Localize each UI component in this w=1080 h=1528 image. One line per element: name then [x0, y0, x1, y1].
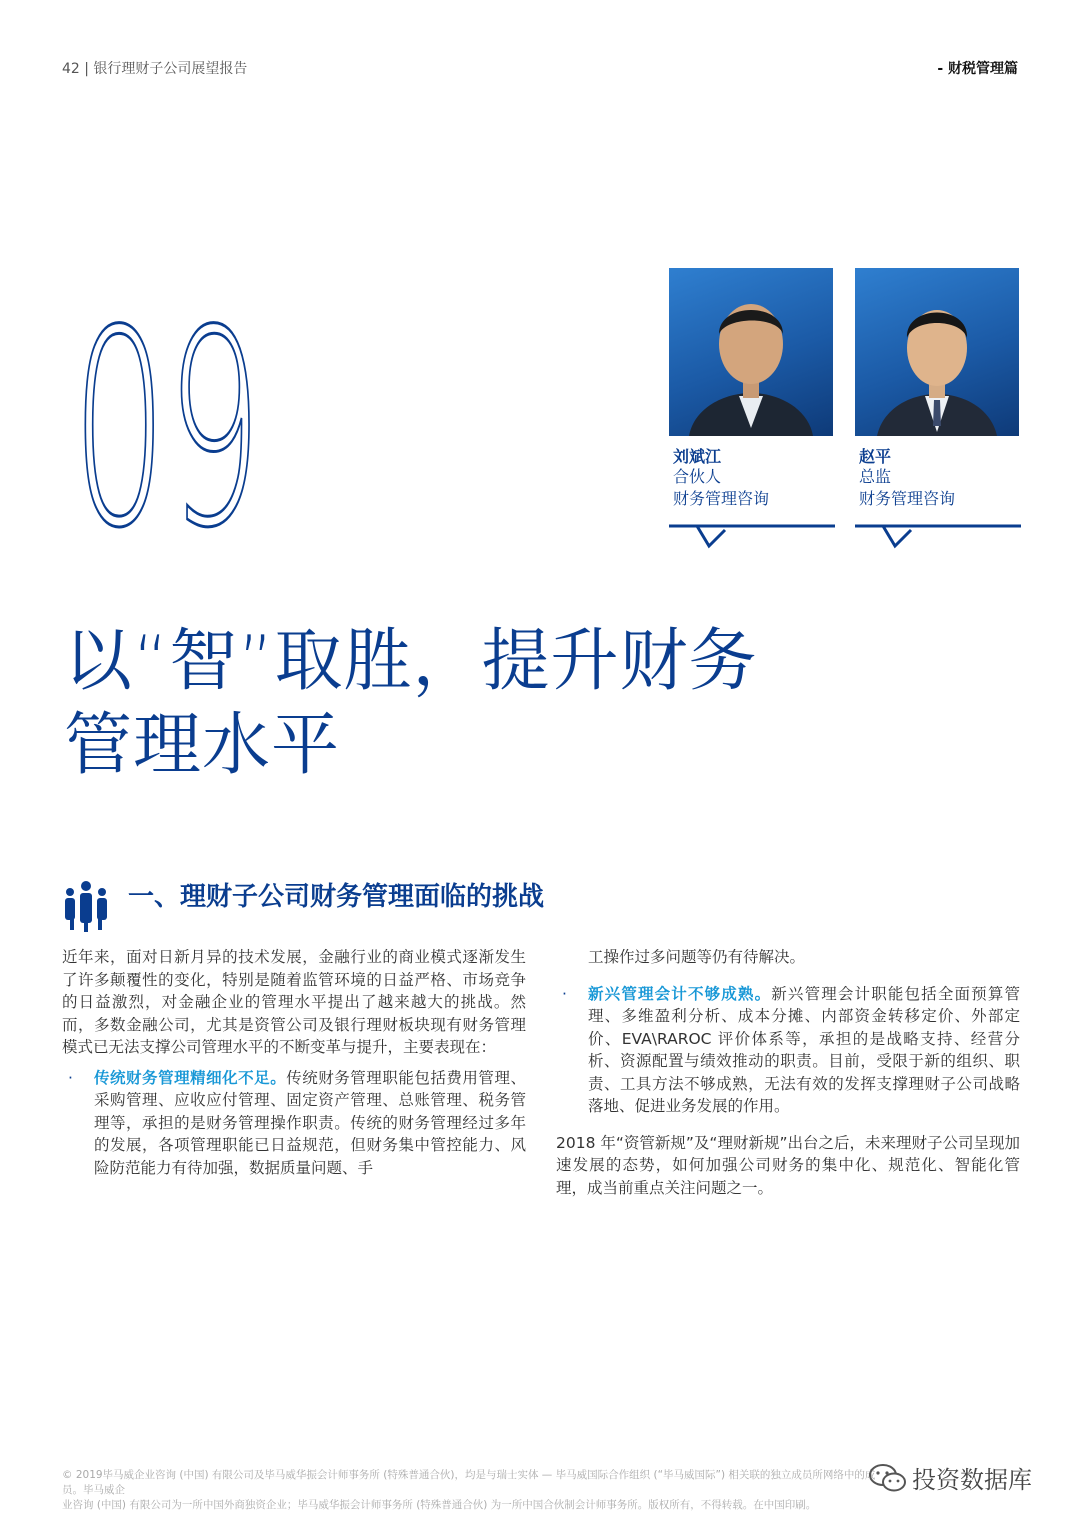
intro-paragraph: 近年来，面对日新月异的技术发展，金融行业的商业模式逐渐发生了许多颠覆性的变化，特别是随着监管环境的日益严格、市场竞争的日益激烈，对金融企业的管理水平提出了越来越大的挑战。然而，多数金融公司，尤其是资管公司及银行理财板块现有财务管理模式已无法支撑公司管理水平的不断变革与提升，主要表现在： [62, 948, 526, 1056]
person-1-role: 合伙人 [673, 467, 722, 486]
person-2-dept: 财务管理咨询 [859, 489, 956, 508]
people-group-icon [60, 876, 112, 932]
wechat-icon [868, 1462, 908, 1494]
header-right: - 财税管理篇 [937, 61, 1018, 77]
person-photo-2 [855, 268, 1019, 436]
person-2-divider [855, 520, 1021, 550]
footer-line-1: © 2019毕马威企业咨询 (中国) 有限公司及毕马威华振会计师事务所 (特殊普通合伙)，均是与瑞士实体 — 毕马威国际合作组织 (“毕马威国际”) 相关联的独立成员所网络中的成员。毕马威企 [62, 1469, 876, 1496]
bullet-2-heading: 新兴管理会计不够成熟。 [588, 984, 772, 1003]
bullet-item-1 [62, 1067, 526, 1180]
person-1-dept: 财务管理咨询 [673, 489, 770, 508]
text-column-right [556, 946, 1020, 1199]
watermark-text: 投资数据库 [912, 1466, 1032, 1494]
bullet-1-body: 传统财务管理职能包括费用管理、采购管理、应收应付管理、固定资产管理、总账管理、税务管理等，承担的是财务管理操作职责。传统的财务管理经过多年的发展，各项管理职能已日益规范，但财务集中管控能力、风险防范能力有待加强，数据质量问题、手 [94, 1068, 526, 1177]
svg-text:09: 09 [72, 272, 262, 587]
person-2-name: 赵平 [859, 447, 892, 466]
footer-copyright [62, 1468, 892, 1513]
section-title: 一、理财子公司财务管理面临的挑战 [128, 882, 545, 912]
page-title [64, 620, 757, 788]
footer-line-2: 业咨询 (中国) 有限公司为一所中国外商独资企业；毕马威华振会计师事务所 (特殊普通合伙) 为一所中国合伙制会计师事务所。版权所有，不得转载。在中国印刷。 [62, 1499, 817, 1511]
bullet-item-2 [556, 983, 1020, 1118]
bullet-dot: · [68, 1068, 73, 1087]
bullet-dot: · [562, 984, 567, 1003]
bullet-2-body: 新兴管理会计职能包括全面预算管理、多维盈利分析、成本分摊、内部资金转移定价、外部定价、EVA\RAROC 评价体系等，承担的是战略支持、经营分析、资源配置与绩效推动的职责。目前，受限于新的组织、职责、工具方法不够成熟，无法有效的发挥支撑理财子公司战略落地、促进业务发展的作用。 [588, 984, 1020, 1115]
page-title-line-1: 以“智”取胜，提升财务 [64, 622, 758, 701]
person-silhouette-icon [669, 268, 833, 436]
person-2-role: 总监 [859, 467, 892, 486]
text-column-left [62, 946, 526, 1179]
person-1-divider [669, 520, 835, 550]
bullet-1-heading: 传统财务管理精细化不足。 [94, 1068, 287, 1087]
header-left: 42 | 银行理财子公司展望报告 [62, 61, 248, 77]
person-photo-1 [669, 268, 833, 436]
bullet-1-continuation: 工操作过多问题等仍有待解决。 [588, 948, 806, 966]
person-silhouette-icon [855, 268, 1019, 436]
closing-paragraph: 2018 年“资管新规”及“理财新规”出台之后，未来理财子公司呈现加速发展的态势，如何加强公司财务的集中化、规范化、智能化管理，成当前重点关注问题之一。 [556, 1133, 1020, 1197]
person-1-name: 刘斌江 [673, 447, 722, 466]
chapter-number [72, 272, 272, 587]
page-title-line-2: 管理水平 [64, 706, 341, 785]
